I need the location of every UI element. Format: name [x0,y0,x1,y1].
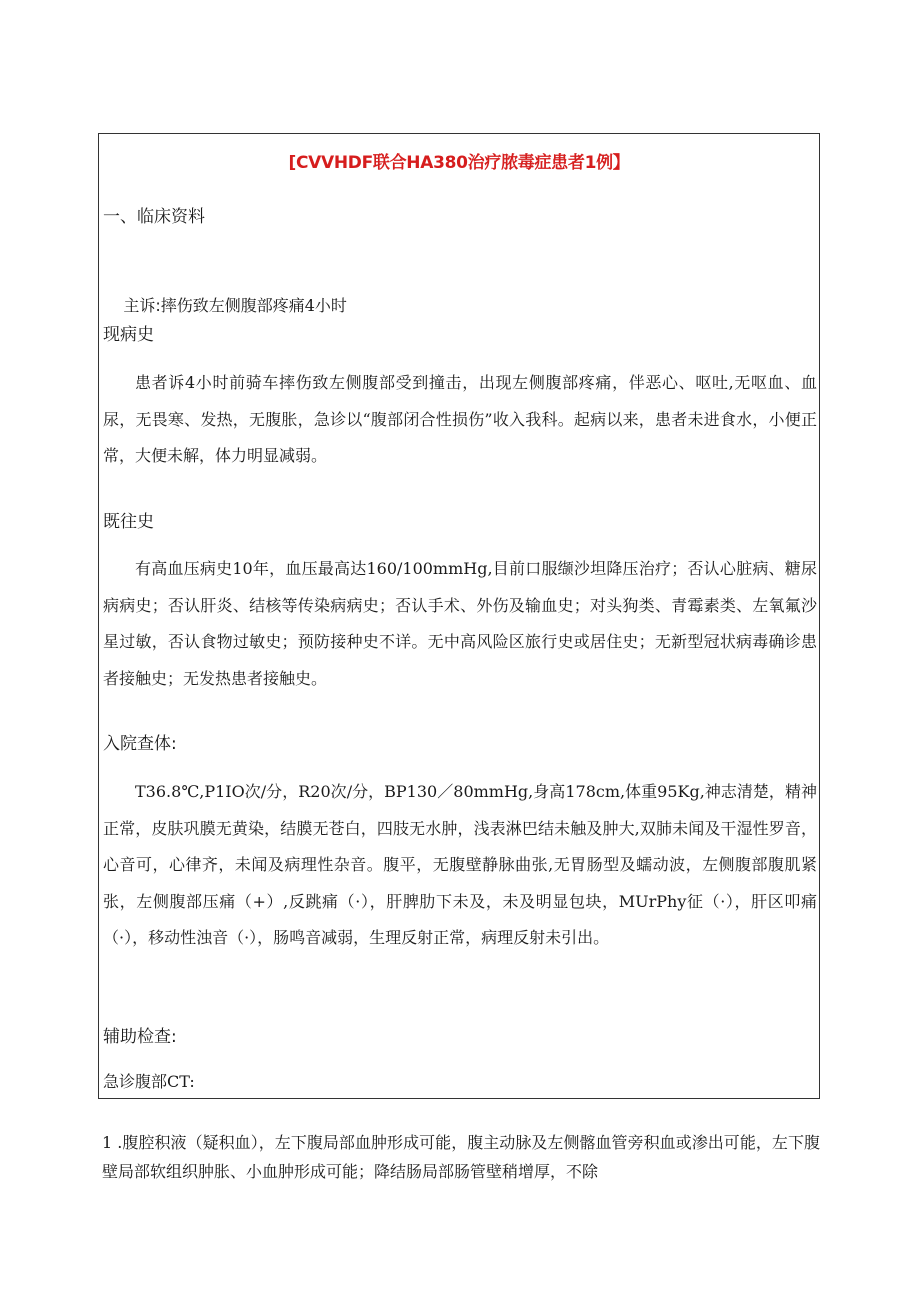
past-history-text: 有高血压病史10年，血压最高达160/100mmHg,目前口服缬沙坦降压治疗；否认心脏病、糖尿病病史；否认肝炎、结核等传染病病史；否认手术、外伤及输血史；对头狗类、青霉素类、左氧氟沙星过敏，否认食物过敏史；预防接种史不详。无中高风险区旅行史或居住史；无新型冠状病毒确诊患者接触史；无发热患者接触史。 [103,559,817,688]
section-heading-clinical-data: 一、临床资料 [103,207,205,227]
chief-complaint-label: 主诉: [123,296,161,315]
record-table [98,133,820,1099]
present-history-text: 患者诉4小时前骑车摔伤致左侧腹部受到撞击，出现左侧腹部疼痛，伴恶心、呕吐,无呕血、血尿，无畏寒、发热，无腹胀，急诊以“腹部闭合性损伤”收入我科。起病以来，患者未进食水，小便正常，大便未解，体力明显减弱。 [103,373,817,465]
present-history-heading: 现病史 [103,325,154,345]
physical-exam-heading: 入院查体: [103,734,177,754]
auxiliary-exam-heading: 辅助检查: [103,1027,177,1047]
ct-findings-text: 1 .腹腔积液（疑积血），左下腹局部血肿形成可能，腹主动脉及左侧髂血管旁积血或渗出可能，左下腹壁局部软组织肿胀、小血肿形成可能；降结肠局部肠管壁稍增厚，不除 [102,1133,820,1181]
physical-exam-text: T36.8℃,P1IO次/分，R20次/分，BP130／80mmHg,身高178cm,体重95Kg,神志清楚，精神正常，皮肤巩膜无黄染，结膜无苍白，四肢无水肿，浅表淋巴结未触及肿大,双肺未闻及干湿性罗音，心音可，心律齐，未闻及病理性杂音。腹平，无腹壁静脉曲张,无胃肠型及蠕动波，左侧腹部腹肌紧张，左侧腹部压痛（+）,反跳痛（·），肝脾肋下未及，未及明显包块，MUrPhy征（·），肝区叩痛（·），移动性浊音（·），肠鸣音减弱，生理反射正常，病理反射未引出。 [103,782,817,947]
chief-complaint-text: 摔伤致左侧腹部疼痛4小时 [160,296,347,315]
past-history-heading: 既往史 [103,512,154,532]
case-title: [CVVHDF联合HA380治疗脓毒症患者1例】 [288,153,630,173]
emergency-ct-label: 急诊腹部CT: [103,1072,195,1091]
chief-complaint [103,252,815,360]
